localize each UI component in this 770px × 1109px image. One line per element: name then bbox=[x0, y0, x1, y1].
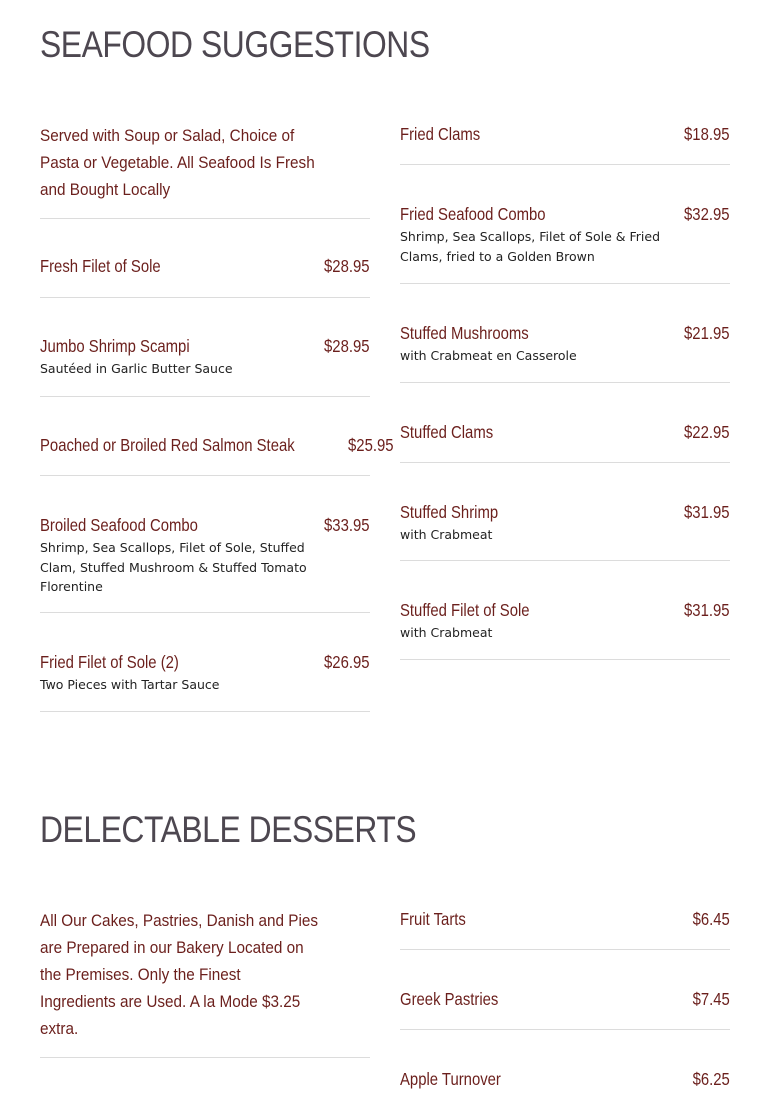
menu-item bbox=[400, 284, 730, 383]
menu-item-price: $6.25 bbox=[692, 1069, 730, 1089]
menu-item-price: $25.95 bbox=[347, 435, 394, 455]
menu-item bbox=[40, 397, 394, 476]
menu-item-price: $28.95 bbox=[324, 256, 370, 276]
menu-item-name: Fried Filet of Sole (2) bbox=[40, 652, 179, 672]
menu-item bbox=[400, 122, 730, 165]
menu-item-price: $26.95 bbox=[324, 652, 370, 672]
menu-item-name: Jumbo Shrimp Scampi bbox=[40, 336, 190, 356]
menu-item-name: Broiled Seafood Combo bbox=[40, 515, 198, 535]
menu-item-name: Fruit Tarts bbox=[400, 909, 466, 929]
menu-item bbox=[40, 219, 370, 298]
menu-item-description: Shrimp, Sea Scallops, Filet of Sole, Stuffed Clam, Stuffed Mushroom & Stuffed Tomato Florentine bbox=[40, 540, 307, 594]
desserts-intro-text: All Our Cakes, Pastries, Danish and Pies are Prepared in our Bakery Located on the Premises. Only the Finest Ingredients are Used. A la Mode $3.25 extra. bbox=[40, 911, 319, 1038]
menu-item-name: Stuffed Clams bbox=[400, 422, 494, 442]
menu-item-name: Fried Clams bbox=[400, 124, 481, 144]
menu-item bbox=[40, 298, 370, 397]
menu-item bbox=[400, 907, 730, 950]
menu-item-name: Apple Turnover bbox=[400, 1069, 501, 1089]
menu-item-name: Fresh Filet of Sole bbox=[40, 256, 161, 276]
menu-item-price: $33.95 bbox=[324, 515, 370, 535]
menu-item-price: $28.95 bbox=[324, 336, 370, 356]
menu-item bbox=[40, 476, 370, 613]
menu-item-price: $21.95 bbox=[684, 323, 730, 343]
menu-item bbox=[400, 383, 730, 463]
menu-item-name: Stuffed Filet of Sole bbox=[400, 600, 530, 620]
desserts-section-title: DELECTABLE DESSERTS bbox=[40, 809, 417, 850]
desserts-right-column bbox=[400, 907, 730, 1109]
menu-item-description: with Crabmeat bbox=[400, 625, 493, 640]
menu-item-name: Fried Seafood Combo bbox=[400, 204, 546, 224]
seafood-intro-text: Served with Soup or Salad, Choice of Pasta or Vegetable. All Seafood Is Fresh and Bought Locally bbox=[40, 126, 315, 199]
menu-item-price: $22.95 bbox=[684, 422, 730, 442]
menu-item bbox=[400, 165, 730, 284]
menu-item bbox=[400, 463, 730, 561]
menu-item bbox=[400, 1030, 730, 1109]
menu-item-price: $32.95 bbox=[684, 204, 730, 224]
menu-item-description: with Crabmeat en Casserole bbox=[400, 348, 577, 363]
menu-item-price: $31.95 bbox=[684, 502, 730, 522]
menu-item-name: Poached or Broiled Red Salmon Steak bbox=[40, 435, 295, 455]
seafood-intro bbox=[40, 122, 370, 219]
seafood-section-title: SEAFOOD SUGGESTIONS bbox=[40, 24, 430, 65]
menu-item bbox=[400, 561, 730, 660]
menu-item-description: with Crabmeat bbox=[400, 527, 493, 542]
menu-item-price: $7.45 bbox=[692, 989, 730, 1009]
desserts-left-column bbox=[40, 907, 370, 1058]
menu-item-name: Greek Pastries bbox=[400, 989, 499, 1009]
seafood-left-column bbox=[40, 122, 394, 712]
menu-item bbox=[400, 950, 730, 1030]
desserts-intro bbox=[40, 907, 370, 1058]
menu-item-description: Shrimp, Sea Scallops, Filet of Sole & Fried Clams, fried to a Golden Brown bbox=[400, 229, 661, 264]
seafood-right-column bbox=[400, 122, 730, 660]
menu-item bbox=[40, 613, 370, 712]
menu-item-description: Two Pieces with Tartar Sauce bbox=[40, 677, 220, 692]
menu-item-price: $6.45 bbox=[692, 909, 730, 929]
menu-item-price: $31.95 bbox=[684, 600, 730, 620]
menu-item-name: Stuffed Mushrooms bbox=[400, 323, 529, 343]
menu-item-description: Sautéed in Garlic Butter Sauce bbox=[40, 361, 233, 376]
menu-item-price: $18.95 bbox=[684, 124, 730, 144]
menu-item-name: Stuffed Shrimp bbox=[400, 502, 499, 522]
